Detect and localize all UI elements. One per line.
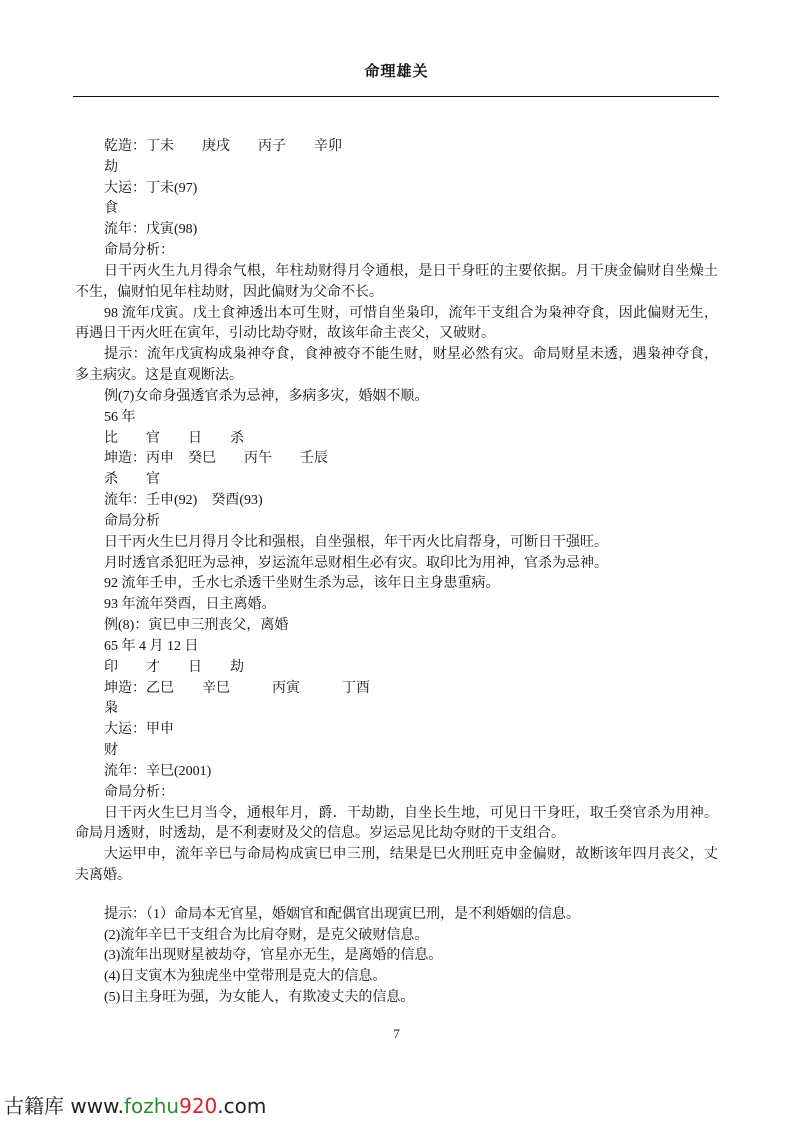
body-text [75, 137, 718, 1009]
running-header-title: 命理雄关 [364, 64, 429, 80]
paragraph: 流年：戊寅(98) [104, 222, 198, 238]
paragraph: 流年：壬申(92) 癸酉(93) [104, 493, 263, 509]
paragraph: 坤造：丙申 癸巳 丙午 壬辰 [104, 451, 328, 467]
paragraph: 流年：辛巳(2001) [104, 763, 212, 779]
paragraph: 例(8)：寅巳申三刑丧父，离婚 [104, 618, 289, 634]
paragraph: 提示：（1）命局本无官星，婚姻官和配偶官出现寅巳刑，是不利婚姻的信息。 [104, 906, 580, 922]
paragraph: (5)日主身旺为强，为女能人，有欺凌丈夫的信息。 [104, 990, 415, 1006]
paragraph: 财 [104, 743, 118, 759]
paragraph-group-cases [75, 137, 718, 887]
paragraph: 枭 [104, 701, 118, 717]
watermark-url-prefix: www. [70, 1094, 124, 1118]
paragraph: 印 才 日 劫 [104, 659, 244, 675]
watermark [4, 1090, 266, 1119]
paragraph-group-tips [75, 905, 718, 1009]
paragraph: 日干丙火生巳月当令，通根年月，爵．干劫勘，自坐长生地，可见日干身旺，取壬癸官杀为用神。命局月透财，时透劫，是不利妻财及父的信息。岁运忌见比劫夺财的干支组合。 [75, 805, 718, 842]
paragraph: 大运甲申，流年辛巳与命局构成寅巳申三刑，结果是巳火刑旺克申金偏财，故断该年四月丧父，丈夫离婚。 [75, 847, 718, 883]
paragraph: 92 流年壬申，壬水七杀透干坐财生杀为忌，该年日主身患重病。 [104, 576, 500, 592]
paragraph: 提示：流年戊寅构成枭神夺食，食神被夺不能生财，财星必然有灾。命局财星未透，遇枭神夺食，多主病灾。这是直观断法。 [75, 347, 718, 384]
paragraph: 大运：丁未(97) [104, 180, 198, 196]
paragraph: 日干丙火生九月得余气根，年柱劫财得月令通根，是日干身旺的主要依据。月干庚金偏财自坐燥土不生，偏财怕见年柱劫财，因此偏财为父命不长。 [75, 263, 718, 300]
paragraph: 日干丙火生巳月得月令比和强根，自坐强根，年干丙火比肩帮身，可断日干强旺。 [104, 534, 608, 550]
paragraph: (2)流年辛巳干支组合为比肩夺财，是克父破财信息。 [104, 927, 429, 943]
paragraph: 大运：甲申 [104, 722, 174, 738]
paragraph: 例(7)女命身强透官杀为忌神，多病多灾，婚姻不顺。 [104, 388, 429, 404]
paragraph: (3)流年出现财星被劫夺，官星亦无生，是离婚的信息。 [104, 948, 443, 964]
paragraph: 杀 官 [104, 472, 160, 488]
paragraph: 比 官 日 杀 [104, 430, 244, 446]
paragraph: (4)日支寅木为独虎坐中堂带刑是克大的信息。 [104, 969, 387, 985]
paragraph: 93 年流年癸酉，日主离婚。 [104, 597, 276, 613]
paragraph: 命局分析 [104, 513, 160, 529]
paragraph: 月时透官杀犯旺为忌神，岁运流年忌财相生必有灾。取印比为用神，官杀为忌神。 [104, 555, 608, 571]
paragraph: 乾造：丁未 庚戌 丙子 辛卯 [104, 139, 342, 154]
page-number: 7 [393, 1026, 400, 1041]
paragraph: 56 年 [104, 409, 136, 425]
watermark-label: 古籍库 [4, 1094, 64, 1118]
paragraph: 命局分析： [104, 243, 174, 259]
watermark-url-suffix: .com [217, 1094, 267, 1118]
paragraph: 食 [104, 201, 118, 217]
watermark-url-red: 920 [179, 1094, 218, 1118]
paragraph: 坤造：乙巳 辛巳 丙寅 丁酉 [104, 680, 370, 696]
header-divider [73, 96, 719, 97]
paragraph: 98 流年戊寅。戊土食神透出本可生财，可惜自坐枭印，流年干支组合为枭神夺食，因此偏财无生，再遇日干丙火旺在寅年，引动比劫夺财，故该年命主丧父，又破财。 [75, 305, 718, 342]
watermark-url-green: fozhu [123, 1094, 180, 1118]
paragraph: 命局分析： [104, 784, 174, 800]
paragraph: 劫 [104, 159, 118, 175]
paragraph: 65 年 4 月 12 日 [104, 638, 199, 654]
paragraph-gap [75, 887, 718, 905]
